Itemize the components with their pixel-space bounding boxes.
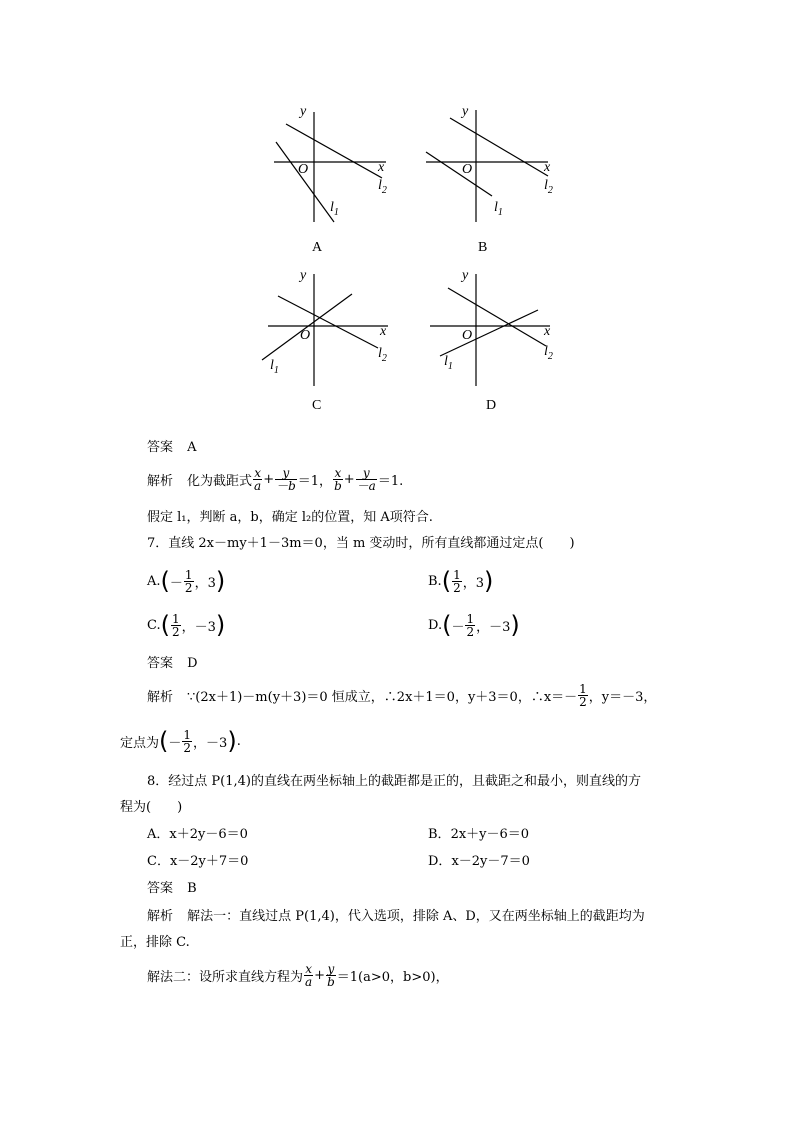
q8-stem-line2: 程为( ) (120, 800, 183, 815)
analysis-label: 解析 (147, 473, 174, 489)
equation-text: ＝1， (297, 473, 333, 489)
graph-a-x-label: x (378, 160, 385, 175)
graph-d-origin-label: O (462, 328, 473, 343)
fraction: $\frac{y}{-b}$ (276, 465, 296, 493)
q6-answer-line (147, 436, 197, 455)
answer-label: 答案 (147, 656, 174, 671)
q8-option-c: C．x－2y＋7＝0 (147, 854, 249, 869)
graph-a-y-label: y (300, 104, 307, 119)
analysis-tail: ，y＝－3， (588, 689, 657, 705)
graph-b-l1-label: $l_1$ (494, 200, 503, 218)
graph-a-caption: A (312, 240, 323, 255)
graphs-figure (248, 96, 574, 422)
fraction: $\frac{1}{2}$ (172, 611, 180, 639)
fraction: $\frac{y}{b}$ (327, 961, 335, 989)
q8-method2-line (147, 958, 449, 992)
fraction: $\frac{1}{2}$ (183, 727, 192, 755)
answer-label: 答案 (147, 440, 174, 455)
graph-c-x-label: x (380, 324, 387, 339)
q8-answer-line (147, 877, 197, 896)
analysis-label: 解析 (147, 689, 174, 705)
graph-a-l1-label: $l_1$ (330, 200, 339, 218)
q7-stem: 7．直线 2x－my＋1－3m＝0，当 m 变动时，所有直线都通过定点( ) (147, 536, 575, 551)
q7-option-c: C. ( $\frac{1}{2}$ ，－3 ) (147, 611, 226, 639)
fraction: $\frac{1}{2}$ (184, 567, 193, 595)
answer-label: 答案 (147, 881, 174, 896)
plus-sign: + (263, 471, 275, 487)
fraction: $\frac{1}{2}$ (453, 567, 461, 595)
fraction: $\frac{y}{-a}$ (356, 465, 376, 493)
plus-sign: + (343, 471, 355, 487)
graph-c-caption: C (312, 398, 322, 413)
answer-value: A (187, 440, 197, 455)
q6-analysis-line2: 假定 l₁，判断 a，b，确定 l₂的位置，知 A项符合. (147, 510, 433, 525)
q7-option-b: B. ( $\frac{1}{2}$ ，3 ) (428, 567, 494, 595)
graph-b-l2-label: $l_2$ (544, 178, 553, 196)
equation-text: ＝1. (377, 473, 404, 489)
analysis-label: 解析 (147, 909, 174, 924)
graph-b-caption: B (478, 240, 488, 255)
plus-sign: + (314, 967, 326, 983)
q6-analysis-line (147, 462, 403, 496)
fraction: $\frac{x}{b}$ (334, 465, 342, 493)
graph-c-origin-label: O (300, 328, 311, 343)
graph-d-x-label: x (544, 324, 551, 339)
graph-a-line-l1 (276, 142, 334, 222)
q7-option-d: D. ( － $\frac{1}{2}$ ，－3 ) (428, 611, 520, 639)
q8-option-d: D．x－2y－7＝0 (428, 854, 530, 869)
graphs-svg (248, 96, 574, 422)
q7-option-a: A. ( － $\frac{1}{2}$ ，3 ) (147, 567, 226, 595)
fraction: $\frac{x}{a}$ (305, 961, 313, 989)
graph-a-l2-label: $l_2$ (378, 178, 387, 196)
q8-option-b: B．2x＋y－6＝0 (428, 827, 530, 842)
graph-d-y-label: y (462, 268, 469, 283)
answer-value: B (187, 881, 197, 896)
method1-text: 解法一：直线过点 P(1,4)，代入选项，排除 A、D，又在两坐标轴上的截距均为 (187, 909, 645, 924)
fraction: $\frac{1}{2}$ (466, 611, 475, 639)
answer-value: D (187, 656, 198, 671)
graph-c-l2-label: $l_2$ (378, 346, 387, 364)
q7-answer-line (147, 652, 198, 671)
graph-b-y-label: y (462, 104, 469, 119)
graph-d-l1-label: $l_1$ (444, 354, 453, 372)
q8-analysis-line1 (147, 905, 645, 924)
analysis-text: 化为截距式 (187, 473, 253, 489)
graph-b-x-label: x (544, 160, 551, 175)
q8-analysis-line2: 正，排除 C. (120, 935, 190, 950)
graph-c-line-l2 (278, 296, 378, 348)
fraction: $\frac{1}{2}$ (579, 681, 587, 709)
graph-b-origin-label: O (462, 162, 473, 177)
q8-stem-line1: 8．经过点 P(1,4)的直线在两坐标轴上的截距都是正的，且截距之和最小，则直线的方 (147, 774, 641, 789)
fraction: $\frac{x}{a}$ (254, 465, 262, 493)
analysis-text: ∵(2x＋1)－m(y＋3)＝0 恒成立，∴2x＋1＝0，y＋3＝0，∴x＝－ (187, 689, 578, 705)
graph-b-line-l1 (426, 152, 492, 196)
q7-fixed-point-line: 定点为 ( － $\frac{1}{2}$ ，－3 ) . (120, 727, 241, 755)
graph-c-y-label: y (300, 268, 307, 283)
q8-option-a: A．x＋2y－6＝0 (147, 827, 248, 842)
graph-c-l1-label: $l_1$ (270, 358, 279, 376)
method2-tail: ＝1(a>0，b>0)， (336, 969, 449, 985)
graph-d-l2-label: $l_2$ (544, 344, 553, 362)
method2-text: 解法二：设所求直线方程为 (147, 969, 304, 985)
graph-a-origin-label: O (298, 162, 309, 177)
q7-analysis-line (147, 678, 656, 712)
graph-d-caption: D (486, 398, 497, 413)
